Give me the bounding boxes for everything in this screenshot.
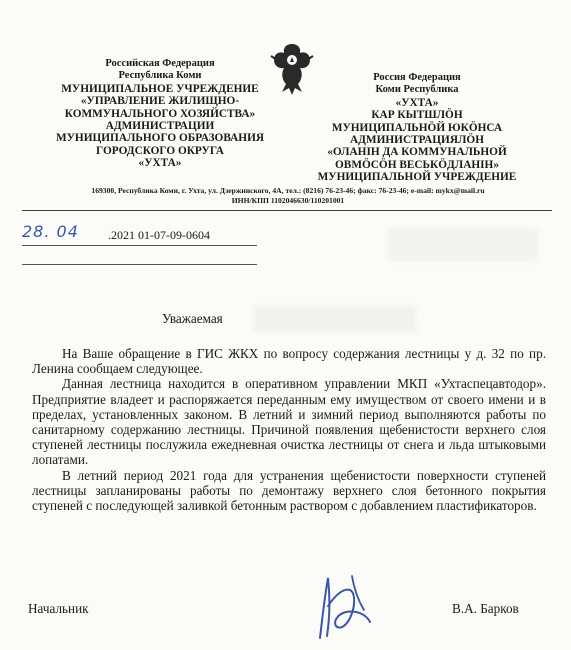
header-left-line: МУНИЦИПАЛЬНОЕ УЧРЕЖДЕНИЕ — [61, 82, 259, 95]
outgoing-reference — [22, 222, 272, 268]
header-right-line: «ОЛАНIН ДА КОММУНАЛЬНОЙ — [327, 146, 507, 159]
salutation: Уважаемая — [162, 311, 223, 326]
reference-line — [22, 264, 257, 265]
reference-line — [22, 245, 257, 246]
header-right-line: КАР КЫТШЛӦН — [371, 109, 463, 122]
signatory-position: Начальник — [28, 601, 89, 616]
body-paragraph: Данная лестница находится в оперативном управлении МКП «Ухтаспецавтодор». Предприятие владеет и распоряжается переданным ему имуществом от своего имени и в пределах, установленных законом. В летний и зимний период выполняются работы по санитарному содержанию лестницы. Причиной появления щебенистости верхнего слоя ступеней лестницы послужила ежедневная очистка лестницы от снега и льда штыковыми лопатами. — [32, 376, 546, 468]
header-right-line: МУНИЦИПАЛЬНӦЙ ЮКӦНСА — [331, 121, 503, 134]
header-left-line: «УХТА» — [138, 157, 182, 170]
reference-number: .2021 01-07-09-0604 — [108, 228, 210, 242]
redacted-name — [254, 306, 416, 332]
signatory-name: В.А. Барков — [452, 601, 519, 616]
header-right-line: ОВМӦСӦН ВЕСЬКӦДЛАНIН» — [335, 158, 499, 171]
letter-body — [32, 346, 546, 513]
header-left-line: АДМИНИСТРАЦИИ — [105, 120, 215, 133]
header-left-line: Республика Коми — [118, 70, 202, 82]
header-right-line: Коми Республика — [375, 84, 459, 96]
header-left-line: КОММУНАЛЬНОГО ХОЗЯЙСТВА» — [64, 107, 256, 120]
redacted-addressee — [388, 228, 538, 262]
header-divider — [22, 210, 552, 211]
body-paragraph: В летний период 2021 года для устранения щебенистости поверхности ступеней лестницы запланированы работы по демонтажу верхнего слоя бетонного покрытия ступеней с последующей заливкой бетонным раствором с добавлением пластификаторов. — [32, 467, 546, 514]
header-right-line: МУНИЦИПАЛЬНОЙ УЧРЕЖДЕНИЕ — [317, 171, 517, 184]
header-left-line: Российская Федерация — [105, 58, 215, 69]
contact-inn: ИНН/КПП 1102046630/110201001 — [231, 196, 345, 205]
header-left-line: МУНИЦИПАЛЬНОГО ОБРАЗОВАНИЯ — [55, 132, 265, 145]
contacts-block — [28, 186, 548, 206]
header-right-line: АДМИНИСТРАЦИЯЛӦН — [350, 134, 484, 147]
handwritten-signature — [300, 566, 420, 648]
header-left-line: «УПРАВЛЕНИЕ ЖИЛИЩНО- — [80, 95, 240, 108]
body-paragraph: На Ваше обращение в ГИС ЖКХ по вопросу содержания лестницы у д. 32 по пр. Ленина сообщаем следующее. — [32, 346, 546, 377]
header-right-block — [298, 72, 536, 184]
contact-address: 169300, Республика Коми, г. Ухта, ул. Дзержинского, 4А, тел.: (8216) 76-23-46; факс: 76-23-46; e-mail: mykx@mail.ru — [91, 186, 485, 195]
handwritten-date: 28. 04 — [22, 222, 79, 241]
header-left-line: ГОРОДСКОГО ОКРУГА — [96, 144, 224, 157]
header-right-line: «УХТА» — [395, 96, 439, 109]
header-right-line: Россия Федерация — [373, 72, 461, 83]
header-left-block — [30, 58, 290, 170]
